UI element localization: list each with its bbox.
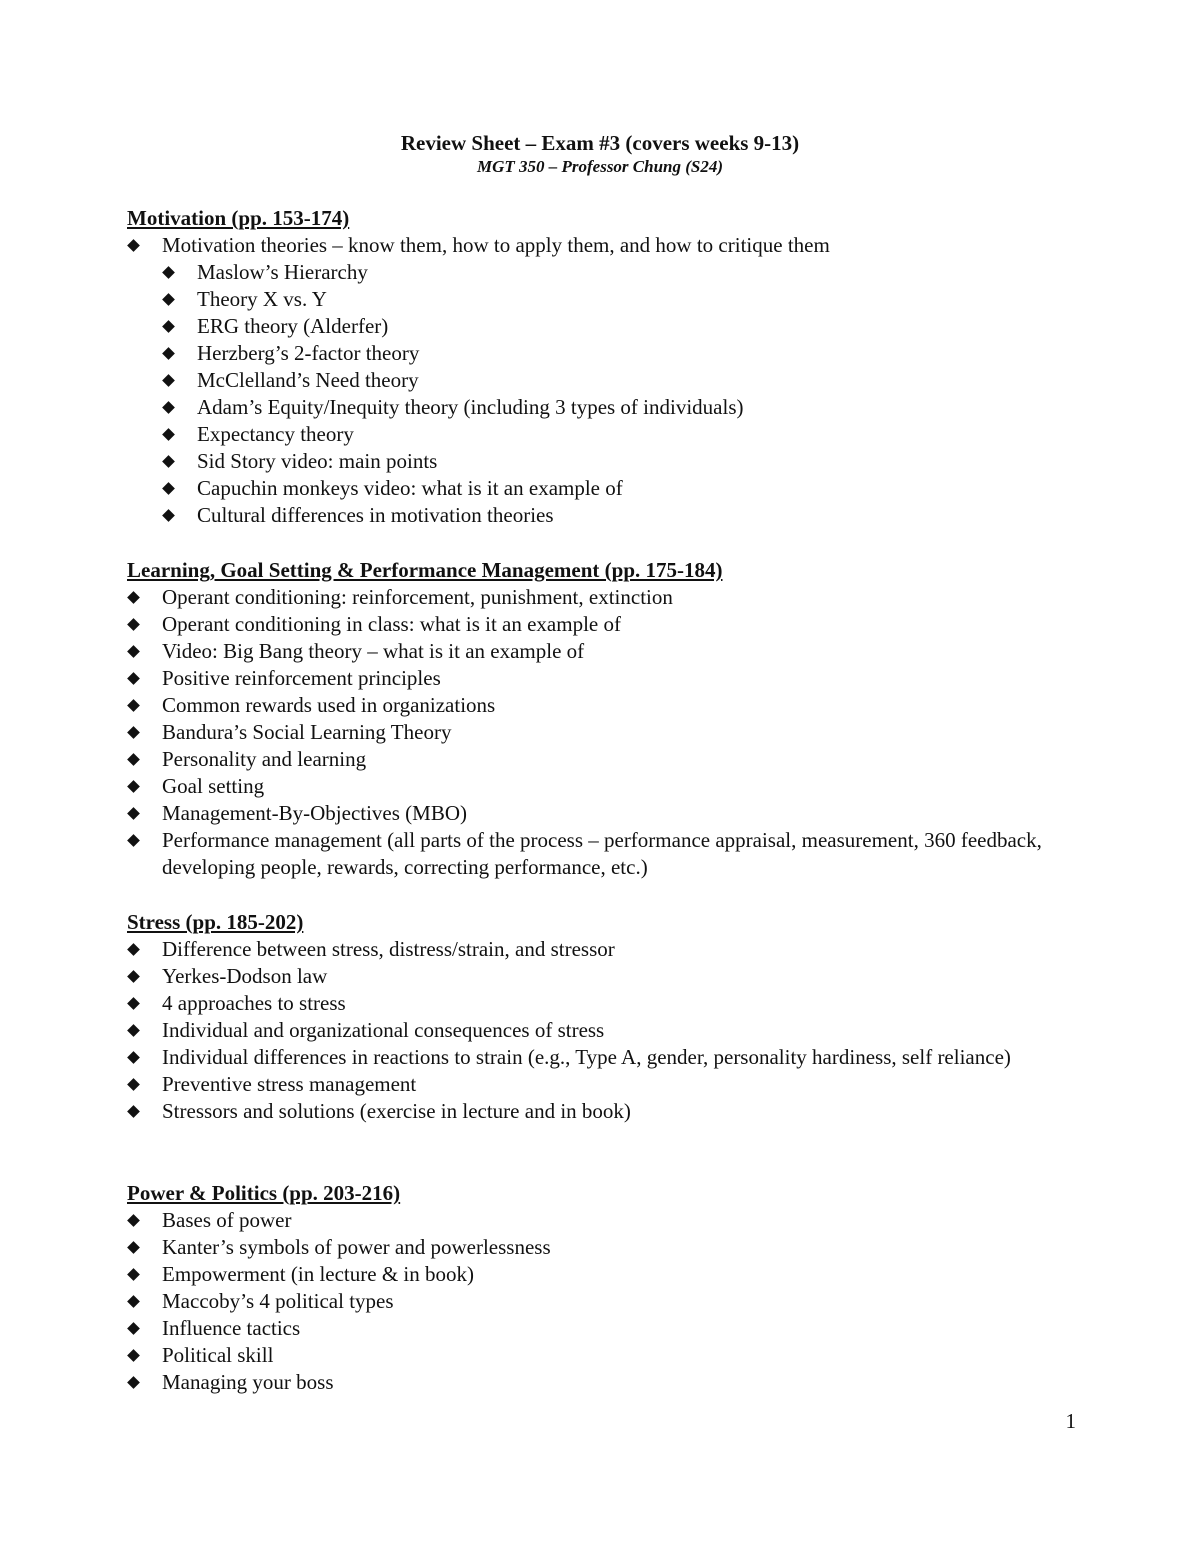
list-item-text: Theory X vs. Y xyxy=(197,287,327,311)
list-item xyxy=(127,638,1087,665)
list-item-text: Yerkes-Dodson law xyxy=(162,964,328,988)
sub-bullet-list xyxy=(127,259,1087,529)
list-item xyxy=(127,286,1087,313)
list-item xyxy=(127,475,1087,502)
list-item-text: Positive reinforcement principles xyxy=(162,666,441,690)
diamond-bullet-icon xyxy=(127,618,140,631)
list-item xyxy=(127,232,1087,259)
list-item xyxy=(127,448,1087,475)
list-item xyxy=(127,1342,1087,1369)
list-item xyxy=(127,1098,1087,1125)
diamond-bullet-icon xyxy=(127,834,140,847)
list-item xyxy=(127,1369,1087,1396)
diamond-bullet-icon xyxy=(162,482,175,495)
list-item-text: Operant conditioning: reinforcement, punishment, extinction xyxy=(162,585,673,609)
list-item xyxy=(127,665,1087,692)
list-item xyxy=(127,394,1087,421)
list-item-text: ERG theory (Alderfer) xyxy=(197,314,389,338)
list-item-text: Difference between stress, distress/strain, and stressor xyxy=(162,937,615,961)
diamond-bullet-icon xyxy=(127,1349,140,1362)
diamond-bullet-icon xyxy=(127,672,140,685)
diamond-bullet-icon xyxy=(127,753,140,766)
diamond-bullet-icon xyxy=(162,455,175,468)
list-item xyxy=(127,800,1087,827)
document-title: Review Sheet – Exam #3 (covers weeks 9-13) xyxy=(400,131,800,155)
list-item-text: Capuchin monkeys video: what is it an example of xyxy=(197,476,623,500)
list-item xyxy=(127,1288,1087,1315)
list-item-text: Motivation theories – know them, how to apply them, and how to critique them xyxy=(162,233,830,257)
list-item-text: Preventive stress management xyxy=(162,1072,417,1096)
list-item xyxy=(127,773,1087,800)
diamond-bullet-icon xyxy=(162,374,175,387)
list-item xyxy=(127,1044,1087,1071)
diamond-bullet-icon xyxy=(162,401,175,414)
list-item-text: Bandura’s Social Learning Theory xyxy=(162,720,452,744)
list-item-text: Adam’s Equity/Inequity theory (including 3 types of individuals) xyxy=(197,395,744,419)
list-item-text: Common rewards used in organizations xyxy=(162,693,496,717)
list-item-text: Bases of power xyxy=(162,1208,292,1232)
diamond-bullet-icon xyxy=(127,726,140,739)
diamond-bullet-icon xyxy=(127,780,140,793)
bullet-list xyxy=(127,936,1087,1125)
diamond-bullet-icon xyxy=(127,1376,140,1389)
diamond-bullet-icon xyxy=(127,1105,140,1118)
section-heading: Stress (pp. 185-202) xyxy=(127,910,304,934)
diamond-bullet-icon xyxy=(127,807,140,820)
list-item xyxy=(127,259,1087,286)
diamond-bullet-icon xyxy=(127,1295,140,1308)
section-motivation xyxy=(127,205,1087,529)
diamond-bullet-icon xyxy=(127,1051,140,1064)
section-learning xyxy=(127,557,1087,881)
list-item-text: Maslow’s Hierarchy xyxy=(197,260,368,284)
list-item xyxy=(127,1207,1087,1234)
list-item xyxy=(127,421,1087,448)
list-item-text: Herzberg’s 2-factor theory xyxy=(197,341,420,365)
list-item xyxy=(127,746,1087,773)
list-item-text: Expectancy theory xyxy=(197,422,354,446)
diamond-bullet-icon xyxy=(162,509,175,522)
list-item xyxy=(127,963,1087,990)
diamond-bullet-icon xyxy=(127,1322,140,1335)
list-item xyxy=(127,611,1087,638)
section-heading: Motivation (pp. 153-174) xyxy=(127,206,350,230)
diamond-bullet-icon xyxy=(127,943,140,956)
list-item-text: Individual and organizational consequences of stress xyxy=(162,1018,605,1042)
list-item-text: Stressors and solutions (exercise in lecture and in book) xyxy=(162,1099,631,1123)
list-item-text: Political skill xyxy=(162,1343,274,1367)
diamond-bullet-icon xyxy=(127,997,140,1010)
page-number: 1 xyxy=(1065,1409,1076,1433)
list-item xyxy=(127,692,1087,719)
diamond-bullet-icon xyxy=(127,1241,140,1254)
diamond-bullet-icon xyxy=(162,347,175,360)
bullet-list xyxy=(127,584,1087,881)
list-item xyxy=(127,827,1087,881)
list-item-text: Cultural differences in motivation theories xyxy=(197,503,554,527)
section-heading: Power & Politics (pp. 203-216) xyxy=(127,1181,401,1205)
list-item xyxy=(127,1315,1087,1342)
list-item-text: Managing your boss xyxy=(162,1370,334,1394)
bullet-list xyxy=(127,1207,1087,1396)
list-item-text: Maccoby’s 4 political types xyxy=(162,1289,394,1313)
list-item-text: Management-By-Objectives (MBO) xyxy=(162,801,468,825)
diamond-bullet-icon xyxy=(162,428,175,441)
list-item xyxy=(127,990,1087,1017)
diamond-bullet-icon xyxy=(127,1214,140,1227)
list-item-text: Sid Story video: main points xyxy=(197,449,438,473)
list-item xyxy=(127,367,1087,394)
list-item xyxy=(127,719,1087,746)
list-item-text: Video: Big Bang theory – what is it an example of xyxy=(162,639,585,663)
diamond-bullet-icon xyxy=(162,266,175,279)
list-item xyxy=(127,936,1087,963)
diamond-bullet-icon xyxy=(127,239,140,252)
list-item-text: Operant conditioning in class: what is it an example of xyxy=(162,612,621,636)
section-heading: Learning, Goal Setting & Performance Management (pp. 175-184) xyxy=(127,558,723,582)
list-item-text: 4 approaches to stress xyxy=(162,991,346,1015)
list-item xyxy=(127,584,1087,611)
list-item xyxy=(127,1234,1087,1261)
list-item-text: Empowerment (in lecture & in book) xyxy=(162,1262,474,1286)
diamond-bullet-icon xyxy=(127,645,140,658)
diamond-bullet-icon xyxy=(127,1268,140,1281)
list-item xyxy=(127,1261,1087,1288)
list-item-text: Personality and learning xyxy=(162,747,367,771)
list-item xyxy=(127,340,1087,367)
list-item-text: Goal setting xyxy=(162,774,265,798)
diamond-bullet-icon xyxy=(127,591,140,604)
diamond-bullet-icon xyxy=(127,970,140,983)
list-item-text: Kanter’s symbols of power and powerlessness xyxy=(162,1235,551,1259)
diamond-bullet-icon xyxy=(162,320,175,333)
diamond-bullet-icon xyxy=(127,699,140,712)
section-power-politics xyxy=(127,1180,1087,1396)
list-item-text: Individual differences in reactions to strain (e.g., Type A, gender, personality hardiness, self reliance) xyxy=(162,1045,1011,1069)
bullet-list xyxy=(127,232,1087,259)
diamond-bullet-icon xyxy=(162,293,175,306)
list-item-text: Influence tactics xyxy=(162,1316,301,1340)
list-item xyxy=(127,1017,1087,1044)
list-item xyxy=(127,313,1087,340)
diamond-bullet-icon xyxy=(127,1024,140,1037)
list-item xyxy=(127,502,1087,529)
document-subtitle: MGT 350 – Professor Chung (S24) xyxy=(476,157,724,176)
list-item-text: Performance management (all parts of the process – performance appraisal, measurement, 360 feedback, developing people, rewards, correcting performance, etc.) xyxy=(162,828,1042,879)
section-stress xyxy=(127,909,1087,1125)
list-item-text: McClelland’s Need theory xyxy=(197,368,419,392)
diamond-bullet-icon xyxy=(127,1078,140,1091)
list-item xyxy=(127,1071,1087,1098)
